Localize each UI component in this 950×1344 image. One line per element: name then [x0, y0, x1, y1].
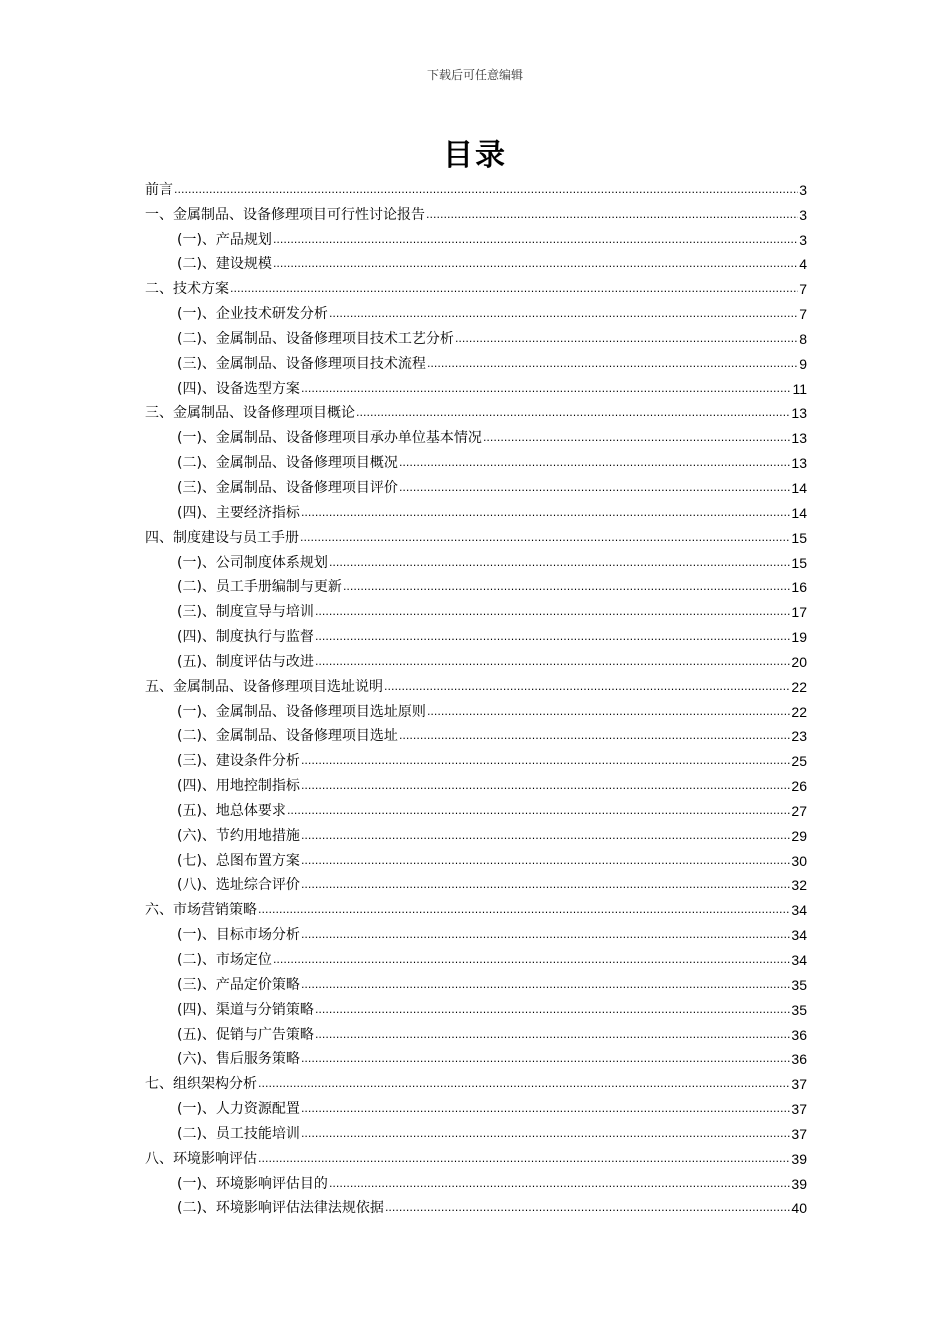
- toc-leader-dots: [329, 305, 798, 323]
- toc-leader-dots: [399, 479, 790, 497]
- toc-entry[interactable]: [145, 273, 807, 298]
- toc-entry-page: 37: [791, 1101, 807, 1118]
- toc-entry[interactable]: [145, 721, 807, 746]
- toc-leader-dots: [258, 1150, 790, 1168]
- toc-entry-page: 23: [791, 728, 807, 745]
- toc-entry-page: 37: [791, 1076, 807, 1093]
- toc-entry-text: (三)、金属制品、设备修理项目技术流程: [177, 355, 426, 372]
- toc-leader-dots: [273, 951, 790, 969]
- toc-entry-text: (五)、制度评估与改进: [177, 653, 314, 670]
- toc-entry[interactable]: [145, 845, 807, 870]
- toc-entry-page: 13: [791, 430, 807, 447]
- toc-entry[interactable]: [145, 969, 807, 994]
- toc-entry-text: (一)、环境影响评估目的: [177, 1175, 328, 1192]
- toc-entry-page: 15: [791, 554, 807, 571]
- toc-entry[interactable]: [145, 348, 807, 373]
- toc-entry-page: 22: [791, 678, 807, 695]
- toc-entry[interactable]: [145, 994, 807, 1019]
- toc-entry-text: (四)、用地控制指标: [177, 778, 300, 795]
- toc-entry-page: 35: [791, 1001, 807, 1018]
- toc-entry-text: (八)、选址综合评价: [177, 877, 300, 894]
- toc-entry-text: (四)、设备选型方案: [177, 380, 300, 397]
- toc-leader-dots: [315, 1026, 790, 1044]
- toc-leader-dots: [399, 727, 790, 745]
- toc-entry[interactable]: [145, 621, 807, 646]
- toc-entry-text: (六)、节约用地措施: [177, 827, 300, 844]
- toc-entry-page: 30: [791, 852, 807, 869]
- toc-entry-text: (二)、员工手册编制与更新: [177, 579, 342, 596]
- toc-entry[interactable]: [145, 1093, 807, 1118]
- toc-entry-text: (一)、目标市场分析: [177, 927, 300, 944]
- toc-leader-dots: [258, 901, 790, 919]
- toc-entry-text: 七、组织架构分析: [145, 1076, 257, 1093]
- toc-entry-text: (二)、市场定位: [177, 952, 272, 968]
- toc-entry-text: 三、金属制品、设备修理项目概论: [145, 405, 355, 422]
- toc-entry-page: 14: [791, 479, 807, 496]
- toc-entry[interactable]: [145, 199, 807, 224]
- toc-leader-dots: [343, 578, 790, 596]
- toc-leader-dots: [315, 653, 790, 671]
- toc-entry[interactable]: [145, 572, 807, 597]
- toc-entry-text: (二)、金属制品、设备修理项目选址: [177, 728, 398, 745]
- toc-entry-text: (六)、售后服务策略: [177, 1051, 300, 1068]
- toc-entry-page: 36: [791, 1026, 807, 1043]
- toc-entry-text: (一)、产品规划: [177, 231, 272, 248]
- toc-entry-text: (三)、产品定价策略: [177, 976, 300, 993]
- toc-entry-text: 八、环境影响评估: [145, 1150, 257, 1167]
- toc-entry[interactable]: [145, 522, 807, 547]
- toc-entry-text: 前言: [145, 181, 173, 198]
- toc-entry-page: 37: [791, 1125, 807, 1142]
- toc-entry-text: 二、技术方案: [145, 281, 229, 298]
- toc-entry-page: 34: [791, 952, 807, 968]
- toc-leader-dots: [301, 504, 790, 522]
- toc-entry-text: (三)、建设条件分析: [177, 753, 300, 770]
- toc-entry[interactable]: [145, 1143, 807, 1168]
- toc-entry-page: 8: [799, 330, 807, 347]
- toc-leader-dots: [329, 554, 790, 572]
- toc-entry-page: 22: [791, 703, 807, 720]
- toc-entry-text: (一)、人力资源配置: [177, 1101, 300, 1118]
- toc-entry-text: (一)、企业技术研发分析: [177, 306, 328, 323]
- toc-entry-text: (二)、员工技能培训: [177, 1125, 300, 1142]
- toc-entry[interactable]: [145, 696, 807, 721]
- toc-leader-dots: [385, 1199, 790, 1217]
- toc-entry-page: 11: [792, 380, 807, 397]
- toc-entry[interactable]: [145, 373, 807, 398]
- toc-entry-page: 15: [791, 529, 807, 546]
- toc-entry[interactable]: [145, 870, 807, 895]
- toc-entry-text: (五)、促销与广告策略: [177, 1026, 314, 1043]
- toc-entry[interactable]: [145, 820, 807, 845]
- toc-entry-page: 17: [791, 604, 807, 621]
- toc-entry-page: 40: [791, 1200, 807, 1217]
- toc-leader-dots: [427, 355, 798, 373]
- toc-entry-page: 34: [791, 927, 807, 944]
- toc-entry[interactable]: [145, 596, 807, 621]
- toc-entry-text: (二)、金属制品、设备修理项目概况: [177, 455, 398, 472]
- toc-entry-page: 3: [799, 231, 807, 248]
- toc-entry[interactable]: [145, 224, 807, 249]
- toc-leader-dots: [301, 380, 792, 398]
- toc-entry-page: 7: [799, 281, 807, 298]
- toc-entry[interactable]: [145, 1193, 807, 1218]
- toc-leader-dots: [455, 330, 798, 348]
- toc-entry-text: (二)、金属制品、设备修理项目技术工艺分析: [177, 330, 454, 347]
- toc-leader-dots: [273, 231, 798, 249]
- toc-leader-dots: [300, 529, 790, 547]
- toc-entry-text: 六、市场营销策略: [145, 902, 257, 919]
- toc-leader-dots: [301, 1125, 790, 1143]
- toc-entry[interactable]: [145, 447, 807, 472]
- toc-entry-page: 27: [791, 802, 807, 819]
- toc-entry-page: 3: [799, 181, 807, 198]
- toc-entry-text: 四、制度建设与员工手册: [145, 529, 299, 546]
- toc-entry-page: 20: [791, 653, 807, 670]
- toc-entry-page: 3: [799, 206, 807, 223]
- toc-entry-page: 34: [791, 902, 807, 919]
- toc-leader-dots: [287, 802, 790, 820]
- toc-entry-text: (一)、金属制品、设备修理项目承办单位基本情况: [177, 430, 482, 447]
- toc-entry-text: 五、金属制品、设备修理项目选址说明: [145, 678, 383, 695]
- toc-leader-dots: [427, 703, 790, 721]
- toc-entry-text: (一)、金属制品、设备修理项目选址原则: [177, 703, 426, 720]
- toc-title: 目录: [443, 138, 507, 173]
- toc-entry[interactable]: [145, 919, 807, 944]
- toc-entry-page: 26: [791, 778, 807, 795]
- toc-leader-dots: [315, 1001, 790, 1019]
- toc-entry[interactable]: [145, 398, 807, 423]
- toc-entry-page: 19: [791, 629, 807, 646]
- toc-entry-text: (四)、主要经济指标: [177, 504, 300, 521]
- toc-entry[interactable]: [145, 944, 807, 969]
- toc-entry-text: (三)、金属制品、设备修理项目评价: [177, 479, 398, 496]
- toc-entry-page: 32: [791, 877, 807, 894]
- toc-leader-dots: [301, 1100, 790, 1118]
- toc-entry-text: (四)、制度执行与监督: [177, 629, 314, 646]
- toc-entry[interactable]: [145, 249, 807, 274]
- toc-entry-page: 13: [791, 405, 807, 422]
- toc-entry-text: (一)、公司制度体系规划: [177, 554, 328, 571]
- toc-entry-page: 13: [791, 455, 807, 472]
- toc-entry[interactable]: [145, 298, 807, 323]
- toc-entry[interactable]: [145, 894, 807, 919]
- toc-entry-page: 16: [791, 579, 807, 596]
- toc-entry-page: 25: [791, 753, 807, 770]
- toc-entry[interactable]: [145, 1068, 807, 1093]
- toc-entry[interactable]: [145, 1168, 807, 1193]
- toc-entry[interactable]: [145, 646, 807, 671]
- toc-leader-dots: [483, 429, 790, 447]
- toc-leader-dots: [315, 628, 790, 646]
- toc-entry-text: (二)、建设规模: [177, 256, 272, 273]
- toc-entry-page: 29: [791, 827, 807, 844]
- toc-entry[interactable]: [145, 1019, 807, 1044]
- toc-entry-page: 39: [791, 1175, 807, 1192]
- toc-entry[interactable]: [145, 497, 807, 522]
- toc-entry[interactable]: [145, 422, 807, 447]
- toc-entry-page: 4: [799, 256, 807, 273]
- toc-entry-text: (二)、环境影响评估法律法规依据: [177, 1200, 384, 1217]
- toc-entry-page: 35: [791, 976, 807, 993]
- toc-leader-dots: [174, 181, 798, 199]
- toc-entry-text: (七)、总图布置方案: [177, 852, 300, 869]
- toc-leader-dots: [230, 280, 798, 298]
- toc-leader-dots: [301, 976, 790, 994]
- toc-leader-dots: [356, 404, 790, 422]
- toc-entry-text: (五)、地总体要求: [177, 802, 286, 819]
- toc-leader-dots: [301, 777, 790, 795]
- toc-leader-dots: [301, 852, 790, 870]
- toc-leader-dots: [426, 206, 798, 224]
- toc-entry-page: 39: [791, 1150, 807, 1167]
- toc-entry[interactable]: [145, 1044, 807, 1069]
- toc-leader-dots: [399, 454, 790, 472]
- toc-entry-text: 一、金属制品、设备修理项目可行性讨论报告: [145, 206, 425, 223]
- toc-entry[interactable]: [145, 547, 807, 572]
- toc-entry[interactable]: [145, 472, 807, 497]
- toc-entry-page: 14: [791, 504, 807, 521]
- toc-entry-page: 36: [791, 1051, 807, 1068]
- toc-leader-dots: [273, 255, 798, 273]
- toc-leader-dots: [329, 1175, 790, 1193]
- toc-leader-dots: [301, 752, 790, 770]
- header-note: 下载后可任意编辑: [426, 68, 523, 82]
- toc-entry[interactable]: [145, 745, 807, 770]
- toc-entry[interactable]: [145, 770, 807, 795]
- toc-entry[interactable]: [145, 323, 807, 348]
- toc-leader-dots: [301, 1050, 790, 1068]
- toc-entry[interactable]: [145, 174, 807, 199]
- toc-entry[interactable]: [145, 671, 807, 696]
- toc-entry[interactable]: [145, 795, 807, 820]
- toc-leader-dots: [258, 1075, 790, 1093]
- toc-leader-dots: [384, 678, 790, 696]
- toc-entry-page: 7: [799, 306, 807, 323]
- toc-entry-text: (三)、制度宣导与培训: [177, 604, 314, 621]
- toc-entry-page: 9: [799, 355, 807, 372]
- toc-entry[interactable]: [145, 1118, 807, 1143]
- toc-leader-dots: [301, 926, 790, 944]
- toc-leader-dots: [301, 876, 790, 894]
- toc-leader-dots: [315, 603, 790, 621]
- toc-leader-dots: [301, 827, 790, 845]
- table-of-contents: [145, 174, 807, 1217]
- toc-entry-text: (四)、渠道与分销策略: [177, 1001, 314, 1018]
